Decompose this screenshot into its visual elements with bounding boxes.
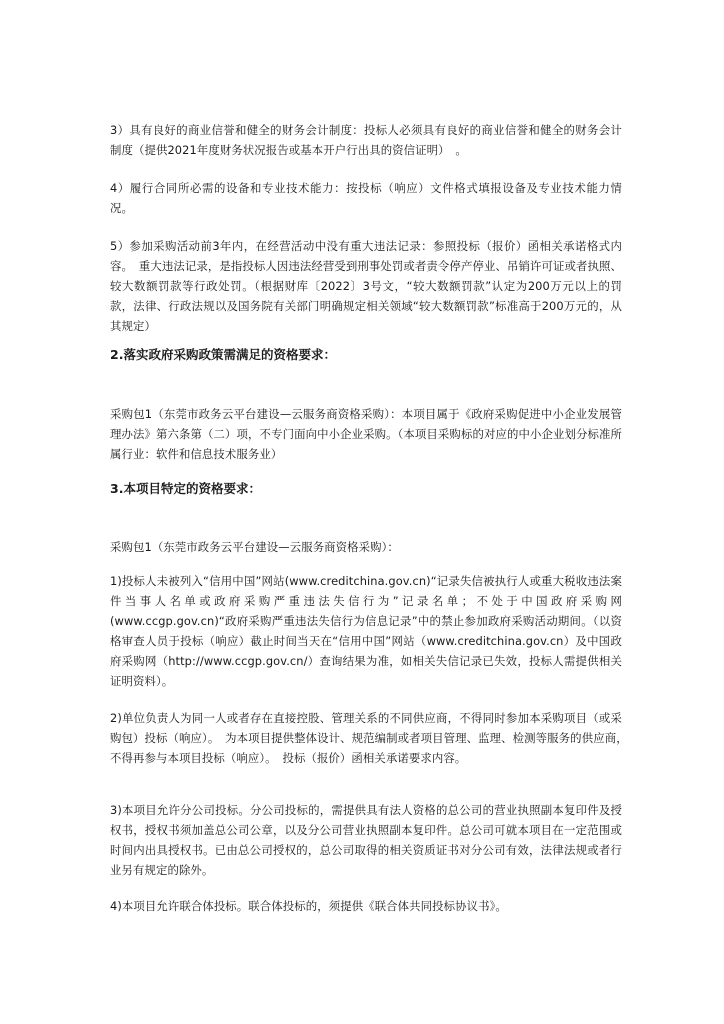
paragraph-credit-finance: 3）具有良好的商业信誉和健全的财务会计制度：投标人必须具有良好的商业信誉和健全的财务会计制度（提供2021年度财务状况报告或基本开户行出具的资信证明） 。: [110, 123, 622, 157]
paragraph-no-violations: 5）参加采购活动前3年内，在经营活动中没有重大违法记录：参照投标（报价）函相关承诺格式内容。 重大违法记录，是指投标人因违法经营受到刑事处罚或者责令停产停业、吊销许可证或者执照、较大数额罚款等行政处罚。（根据财库〔2022〕3号文，“较大数额罚款”认定为200万元以上的罚款，法律、行政法规以及国务院有关部门明确规定相关领域“较大数额罚款”标准高于200万元的，从其规定）: [110, 239, 622, 333]
section-2-heading: 2.落实政府采购政策需满足的资格要求：: [110, 347, 336, 362]
section-3-heading: 3.本项目特定的资格要求：: [110, 481, 261, 496]
section-3-intro: 采购包1（东莞市政务云平台建设—云服务商资格采购）：: [110, 540, 399, 554]
paragraph-equipment-capability: 4）履行合同所必需的设备和专业技术能力：按投标（响应）文件格式填报设备及专业技术能力情况。: [110, 181, 622, 215]
section-2-body: 采购包1（东莞市政务云平台建设—云服务商资格采购）：本项目属于《政府采购促进中小企业发展管理办法》第六条第（二）项，不专门面向中小企业采购。（本项目采购标的对应的中小企业划分标准所属行业：软件和信息技术服务业）: [110, 407, 622, 461]
requirement-item: 3)本项目允许分公司投标。分公司投标的，需提供具有法人资格的总公司的营业执照副本复印件及授权书，授权书须加盖总公司公章，以及分公司营业执照副本复印件。总公司可就本项目在一定范围或时间内出具授权书。已由总公司授权的，总公司取得的相关资质证书对分公司有效，法律法规或者行业另有规定的除外。: [110, 803, 622, 877]
requirement-item: 2)单位负责人为同一人或者存在直接控股、管理关系的不同供应商，不得同时参加本采购项目（或采购包）投标（响应）。 为本项目提供整体设计、规范编制或者项目管理、监理、检测等服务的供应商， 不得再参与本项目投标（响应）。 投标（报价）函相关承诺要求内容。: [110, 711, 634, 765]
requirement-item: 4)本项目允许联合体投标。联合体投标的，须提供《联合体共同投标协议书》。: [110, 899, 507, 913]
requirement-item: 1)投标人未被列入“信用中国”网站(www.creditchina.gov.cn)“记录失信被执行人或重大税收违法案件当事人名单或政府采购严重违法失信行为”记录名单；不处于中国政府采购网(www.ccgp.gov.cn)“政府采购严重违法失信行为信息记录”中的禁止参加政府采购活动期间。（以资格审查人员于投标（响应）截止时间当天在“信用中国”网站（www.creditchina.gov.cn）及中国政府采购网（http://www.ccgp.gov.cn/）查询结果为准，如相关失信记录已失效，投标人需提供相关证明资料）。: [110, 574, 622, 688]
